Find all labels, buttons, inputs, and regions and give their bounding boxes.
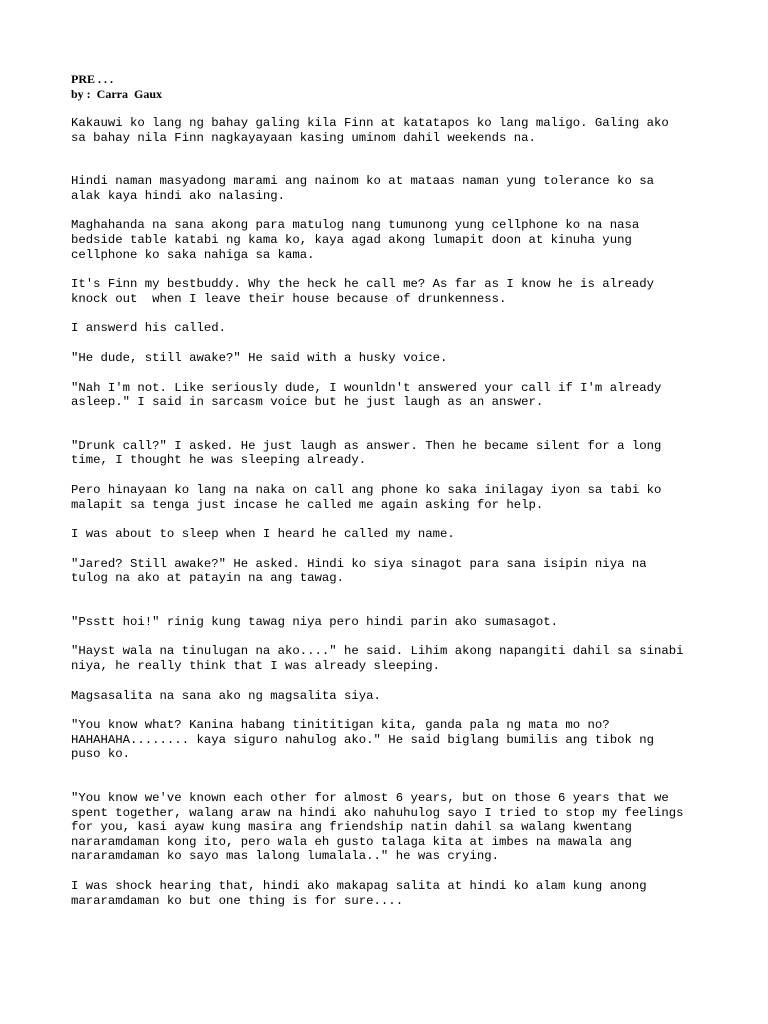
author-line: by : Carra Gaux <box>71 87 162 101</box>
paragraph: "Drunk call?" I asked. He just laugh as answer. Then he became silent for a long time, I thought he was sleeping already. <box>71 438 662 468</box>
paragraph: "You know what? Kanina habang tinititigan kita, ganda pala ng mata mo no? HAHAHAHA........ kaya siguro nahulog ako." He said biglang bumilis ang tibok ng puso ko. <box>71 718 654 762</box>
paragraph: Hindi naman masyadong marami ang nainom ko at mataas naman yung tolerance ko sa alak kaya hindi ako nalasing. <box>71 174 654 203</box>
document-page <box>71 72 731 908</box>
paragraph: Magsasalita na sana ako ng magsalita siya. <box>71 688 381 703</box>
paragraph: "Hayst wala na tinulugan na ako...." he said. Lihim akong napangiti dahil sa sinabi niya, he really think that I was already sleeping. <box>71 644 684 674</box>
paragraph: I answerd his called. <box>71 321 226 336</box>
paragraph: I was shock hearing that, hindi ako makapag salita at hindi ko alam kung anong mararamdaman ko but one thing is for sure.... <box>71 879 647 908</box>
paragraph: "Psstt hoi!" rinig kung tawag niya pero hindi parin ako sumasagot. <box>71 614 559 629</box>
paragraph: "Nah I'm not. Like seriously dude, I wounldn't answered your call if I'm already asleep." I said in sarcasm voice but he just laugh as an answer. <box>71 380 662 410</box>
paragraph: "Jared? Still awake?" He asked. Hindi ko siya sinagot para sana isipin niya na tulog na ako at patayin na ang tawag. <box>71 556 647 586</box>
story-body <box>71 116 731 923</box>
paragraph: "He dude, still awake?" He said with a husky voice. <box>71 350 448 365</box>
paragraph: It's Finn my bestbuddy. Why the heck he call me? As far as I know he is already knock out when I leave their house because of drunkenness. <box>71 277 654 306</box>
paragraph: Pero hinayaan ko lang na naka on call ang phone ko saka inilagay iyon sa tabi ko malapit sa tenga just incase he called me again asking for help. <box>71 482 662 512</box>
title-block <box>71 72 731 102</box>
paragraph: I was about to sleep when I heard he called my name. <box>71 527 455 542</box>
story-title: PRE . . . <box>71 72 113 86</box>
paragraph: Maghahanda na sana akong para matulog nang tumunong yung cellphone ko na nasa bedside table katabi ng kama ko, kaya agad akong lumapit doon at kinuha yung cellphone ko saka nahiga sa kama. <box>71 218 640 262</box>
paragraph: "You know we've known each other for almost 6 years, but on those 6 years that we spent together, walang araw na hindi ako nahuhulog sayo I tried to stop my feelings for you, kasi ayaw kung masira ang friendship natin dahil sa walang kwentang nararamdaman kong ito, pero wala eh gusto talaga kita at imbes na mawala ang nararamdaman ko sayo mas lalong lumalala.." he was crying. <box>71 791 684 864</box>
paragraph: Kakauwi ko lang ng bahay galing kila Finn at katatapos ko lang maligo. Galing ako sa bahay nila Finn nagkayayaan kasing uminom dahil weekends na. <box>71 116 669 145</box>
